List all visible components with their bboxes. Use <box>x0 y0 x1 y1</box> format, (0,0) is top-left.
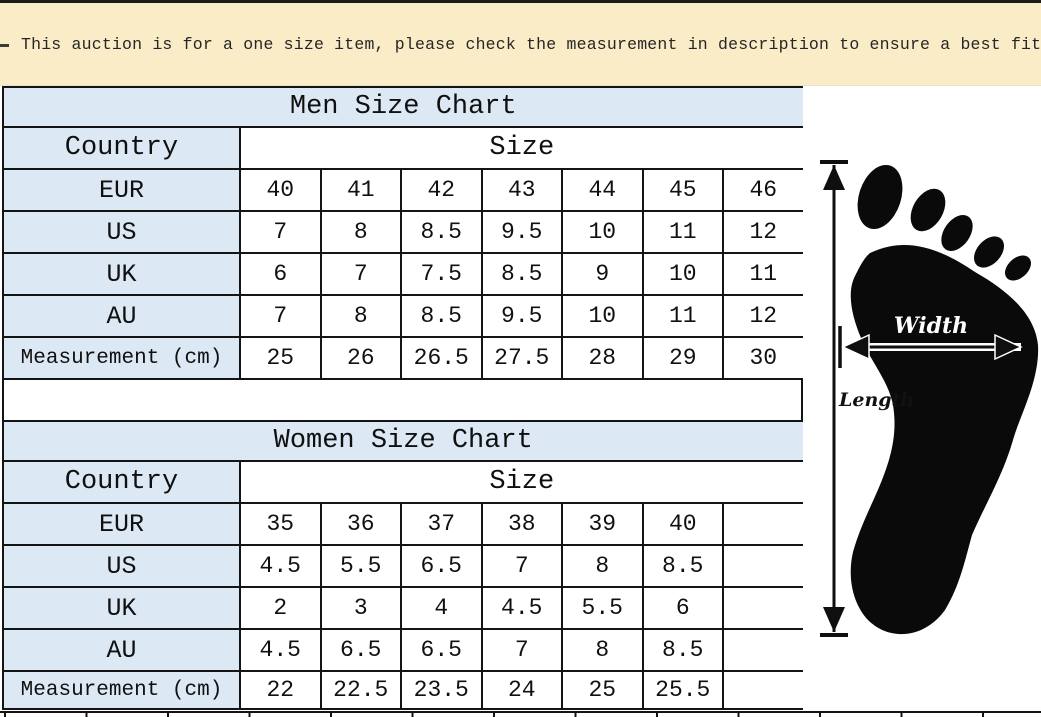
length-label: Length <box>839 389 915 411</box>
big-toe <box>850 159 910 235</box>
size-value-cell: 22 <box>240 671 321 709</box>
men-size-chart-table <box>2 86 805 380</box>
size-value-cell: 25.5 <box>643 671 724 709</box>
size-value-cell: 4.5 <box>482 587 563 629</box>
toe-5 <box>1000 251 1036 286</box>
toe-4 <box>968 231 1010 274</box>
women-size-header: Size <box>240 461 804 503</box>
size-value-cell: 9.5 <box>482 295 563 337</box>
men-row-us <box>3 211 804 253</box>
men-row-eur <box>3 169 804 211</box>
size-value-cell: 7 <box>321 253 402 295</box>
size-value-cell: 10 <box>562 295 643 337</box>
women-row-measurementcm <box>3 671 804 709</box>
size-value-cell: 4.5 <box>240 545 321 587</box>
size-value-cell: 8 <box>562 629 643 671</box>
size-value-cell: 2 <box>240 587 321 629</box>
size-value-cell: 5.5 <box>321 545 402 587</box>
size-value-cell: 8.5 <box>401 211 482 253</box>
size-value-cell: 9 <box>562 253 643 295</box>
row-label: UK <box>3 253 240 295</box>
women-row-eur <box>3 503 804 545</box>
foot-measurement-diagram <box>803 86 1041 711</box>
women-row-us <box>3 545 804 587</box>
size-value-cell: 7 <box>240 295 321 337</box>
women-chart-title: Women Size Chart <box>3 421 804 461</box>
width-label: Width <box>893 313 969 339</box>
size-value-cell: 5.5 <box>562 587 643 629</box>
size-value-cell: 45 <box>643 169 724 211</box>
size-value-cell <box>723 629 804 671</box>
size-value-cell: 10 <box>562 211 643 253</box>
row-label: US <box>3 545 240 587</box>
size-value-cell: 10 <box>643 253 724 295</box>
size-value-cell: 38 <box>482 503 563 545</box>
men-country-header: Country <box>3 127 240 169</box>
size-value-cell: 4.5 <box>240 629 321 671</box>
size-value-cell: 27.5 <box>482 337 563 379</box>
women-row-au <box>3 629 804 671</box>
size-value-cell: 3 <box>321 587 402 629</box>
size-value-cell: 25 <box>562 671 643 709</box>
size-value-cell: 6.5 <box>321 629 402 671</box>
size-value-cell: 7 <box>482 545 563 587</box>
size-value-cell <box>723 545 804 587</box>
size-value-cell: 39 <box>562 503 643 545</box>
size-value-cell: 6 <box>240 253 321 295</box>
notice-banner <box>0 0 1041 86</box>
size-value-cell: 40 <box>240 169 321 211</box>
size-value-cell: 8.5 <box>401 295 482 337</box>
row-label: US <box>3 211 240 253</box>
size-value-cell: 12 <box>723 211 804 253</box>
size-value-cell: 6 <box>643 587 724 629</box>
foot-diagram-svg <box>803 86 1041 711</box>
women-country-header: Country <box>3 461 240 503</box>
size-value-cell: 7 <box>240 211 321 253</box>
size-value-cell: 11 <box>723 253 804 295</box>
size-value-cell: 36 <box>321 503 402 545</box>
size-value-cell: 35 <box>240 503 321 545</box>
size-value-cell: 28 <box>562 337 643 379</box>
size-value-cell: 7 <box>482 629 563 671</box>
row-label: Measurement (cm) <box>3 671 240 709</box>
men-row-au <box>3 295 804 337</box>
size-value-cell: 25 <box>240 337 321 379</box>
size-value-cell: 9.5 <box>482 211 563 253</box>
row-label: EUR <box>3 169 240 211</box>
row-label: AU <box>3 295 240 337</box>
size-value-cell: 6.5 <box>401 545 482 587</box>
men-size-header: Size <box>240 127 804 169</box>
size-value-cell: 8.5 <box>482 253 563 295</box>
women-size-chart-table <box>2 420 805 710</box>
size-value-cell: 29 <box>643 337 724 379</box>
foot-sole <box>851 245 1038 634</box>
men-header-row <box>3 127 804 169</box>
row-label: UK <box>3 587 240 629</box>
size-value-cell: 26 <box>321 337 402 379</box>
men-chart-title: Men Size Chart <box>3 87 804 127</box>
size-value-cell: 46 <box>723 169 804 211</box>
size-value-cell: 22.5 <box>321 671 402 709</box>
notice-text: This auction is for a one size item, please check the measurement in description to ensure a best fit <box>21 34 1041 54</box>
size-value-cell: 7.5 <box>401 253 482 295</box>
size-value-cell: 8 <box>321 211 402 253</box>
men-title-row <box>3 87 804 127</box>
size-value-cell <box>723 671 804 709</box>
size-tables <box>2 86 803 710</box>
row-label: Measurement (cm) <box>3 337 240 379</box>
cropped-bottom-row <box>0 711 1041 717</box>
size-value-cell: 6.5 <box>401 629 482 671</box>
cut-off-dash <box>0 44 9 47</box>
size-value-cell: 43 <box>482 169 563 211</box>
size-value-cell: 37 <box>401 503 482 545</box>
spacer-row <box>2 380 803 420</box>
men-row-uk <box>3 253 804 295</box>
size-value-cell: 44 <box>562 169 643 211</box>
women-title-row <box>3 421 804 461</box>
size-value-cell: 40 <box>643 503 724 545</box>
size-value-cell: 42 <box>401 169 482 211</box>
size-value-cell: 24 <box>482 671 563 709</box>
size-value-cell: 41 <box>321 169 402 211</box>
size-value-cell: 8.5 <box>643 545 724 587</box>
size-value-cell: 8 <box>321 295 402 337</box>
size-value-cell: 26.5 <box>401 337 482 379</box>
women-header-row <box>3 461 804 503</box>
size-value-cell: 12 <box>723 295 804 337</box>
size-value-cell: 11 <box>643 211 724 253</box>
size-value-cell <box>723 587 804 629</box>
men-row-measurementcm <box>3 337 804 379</box>
row-label: EUR <box>3 503 240 545</box>
size-value-cell: 8.5 <box>643 629 724 671</box>
size-value-cell: 30 <box>723 337 804 379</box>
size-value-cell <box>723 503 804 545</box>
size-value-cell: 23.5 <box>401 671 482 709</box>
row-label: AU <box>3 629 240 671</box>
size-value-cell: 8 <box>562 545 643 587</box>
size-value-cell: 4 <box>401 587 482 629</box>
size-value-cell: 11 <box>643 295 724 337</box>
women-row-uk <box>3 587 804 629</box>
